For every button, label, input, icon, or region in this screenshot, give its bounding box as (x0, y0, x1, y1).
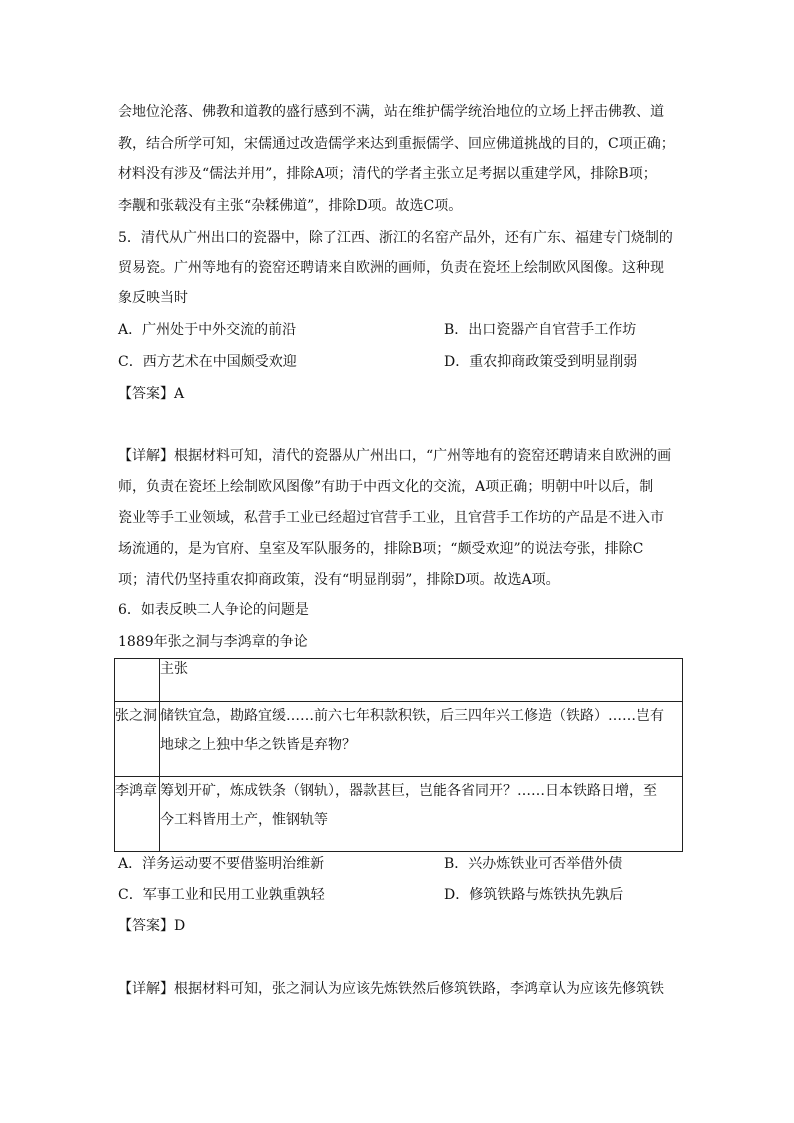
q6-option-b: B．兴办炼铁业可否举借外债 (444, 856, 623, 872)
q5-detail-line-1: 【详解】根据材料可知，清代的瓷器从广州出口，“广州等地有的瓷窑还聘请来自欧洲的画 (118, 448, 672, 464)
q5-option-c: C．西方艺术在中国颇受欢迎 (118, 354, 297, 370)
q4-line-1: 会地位沦落、佛教和道教的盛行感到不满，站在维护儒学统治地位的立场上抨击佛教、道 (118, 104, 664, 120)
table-row (115, 777, 683, 852)
table-row (115, 702, 683, 777)
view-zhang (160, 702, 683, 777)
q4-line-4: 李觏和张载没有主张“杂糅佛道”，排除D项。故选C项。 (118, 198, 463, 214)
q5-detail-line-2: 师，负责在瓷坯上绘制欧风图像”有助于中西文化的交流，A项正确；明朝中叶以后，制 (118, 479, 654, 495)
q5-option-a: A．广州处于中外交流的前沿 (118, 322, 297, 338)
q5-stem-line-1: 5．清代从广州出口的瓷器中，除了江西、浙江的名窑产品外，还有广东、福建专门烧制的 (118, 230, 673, 246)
debate-table (114, 658, 683, 852)
q6-option-a: A．洋务运动要不要借鉴明治维新 (118, 856, 325, 872)
q6-option-c: C．军事工业和民用工业孰重孰轻 (118, 887, 325, 903)
q5-detail-line-3: 瓷业等手工业领域，私营手工业已经超过官营手工业，且官营手工作坊的产品是不进入市 (118, 510, 664, 526)
q5-option-b: B．出口瓷器产自官营手工作坊 (444, 322, 637, 338)
view-li (160, 777, 683, 852)
q5-answer: 【答案】A (118, 386, 185, 402)
q5-detail-line-5: 项；清代仍坚持重农抑商政策，没有“明显削弱”，排除D项。故选A项。 (118, 572, 560, 588)
q6-answer: 【答案】D (118, 918, 186, 934)
view-li-line-1: 筹划开矿，炼成铁条（钢轨），器款甚巨，岂能各省同开？……日本铁路日增，至 (160, 783, 657, 799)
q5-option-d: D．重农抑商政策受到明显削弱 (444, 354, 638, 370)
person-li: 李鸿章 (115, 777, 160, 852)
view-zhang-line-2: 地球之上独中华之铁皆是弃物？ (160, 737, 356, 753)
person-zhang: 张之洞 (115, 702, 160, 777)
q6-detail-line-1: 【详解】根据材料可知，张之洞认为应该先炼铁然后修筑铁路，李鸿章认为应该先修筑铁 (118, 981, 664, 997)
q5-stem-line-3: 象反映当时 (118, 290, 188, 306)
q4-line-2: 教，结合所学可知，宋儒通过改造儒学来达到重振儒学、回应佛道挑战的目的，C项正确； (118, 136, 675, 152)
view-li-line-2: 今工料皆用土产，惟钢轨等 (160, 812, 328, 828)
table-header-view: 主张 (160, 659, 683, 702)
q5-detail-line-4: 场流通的，是为官府、皇室及军队服务的，排除B项；“颇受欢迎”的说法夸张，排除C (118, 541, 644, 557)
q6-stem: 6．如表反映二人争论的问题是 (118, 602, 309, 618)
q6-table-caption: 1889年张之洞与李鸿章的争论 (118, 634, 308, 650)
view-zhang-line-1: 储铁宜急，勘路宜缓……前六七年积款积铁，后三四年兴工修造（铁路）……岂有 (160, 708, 664, 724)
table-header-row (115, 659, 683, 702)
q4-line-3: 材料没有涉及“儒法并用”，排除A项；清代的学者主张立足考据以重建学风，排除B项； (118, 166, 657, 182)
table-header-empty (115, 659, 160, 702)
q6-option-d: D．修筑铁路与炼铁执先孰后 (444, 887, 624, 903)
q5-stem-line-2: 贸易瓷。广州等地有的瓷窑还聘请来自欧洲的画师，负责在瓷坯上绘制欧风图像。这种现 (118, 260, 664, 276)
